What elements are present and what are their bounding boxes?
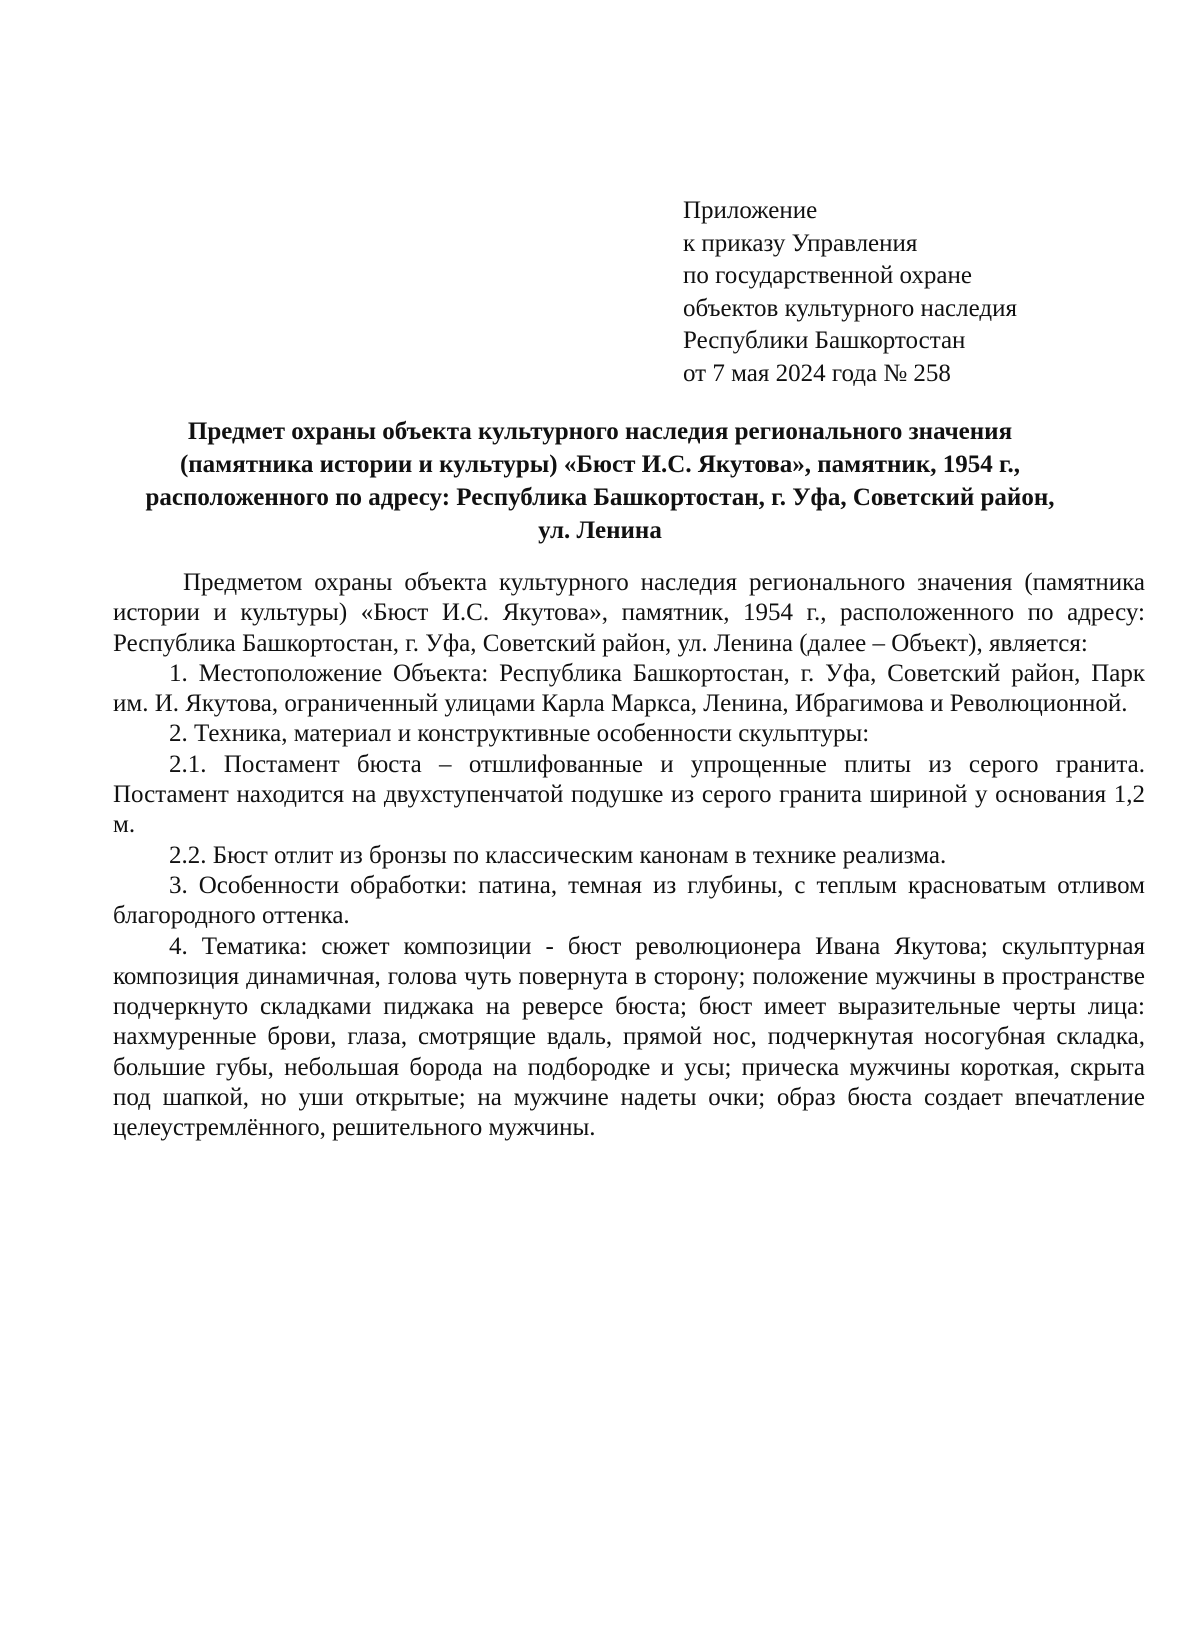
item-bust-casting: 2.2. Бюст отлит из бронзы по классическим канонам в технике реализма. <box>169 841 947 869</box>
appendix-header <box>683 195 1163 390</box>
document-title <box>100 415 1100 547</box>
appendix-line: Приложение <box>683 197 818 224</box>
appendix-line: от 7 мая 2024 года № 258 <box>683 359 951 387</box>
item-technique: 2. Техника, материал и конструктивные особенности скульптуры: <box>169 720 870 748</box>
title-line: (памятника истории и культуры) «Бюст И.С. Якутова», памятник, 1954 г., <box>179 451 1021 478</box>
item-finishing: 3. Особенности обработки: патина, темная из глубины, с теплым красноватым отливом благородного оттенка. <box>113 871 1145 930</box>
title-line: расположенного по адресу: Республика Башкортостан, г. Уфа, Советский район, <box>145 484 1055 511</box>
appendix-line: Республики Башкортостан <box>683 327 966 354</box>
item-theme: 4. Тематика: сюжет композиции - бюст революционера Ивана Якутова; скульптурная композиция динамичная, голова чуть повернута в сторону; положение мужчины в пространстве подчеркнуто складками пиджака на реверсе бюста; бюст имеет выразительные черты лица: нахмуренные брови, глаза, смотрящие вдаль, прямой нос, подчеркнутая носогубная складка, большие губы, небольшая борода на подбородке и усы; прическа мужчины короткая, скрыта под шапкой, но уши открытые; на мужчине надеты очки; образ бюста создает впечатление целеустремлённого, решительного мужчины. <box>113 932 1145 1142</box>
title-line: Предмет охраны объекта культурного наследия регионального значения <box>187 418 1013 445</box>
document-body <box>113 568 1145 1144</box>
intro-paragraph: Предметом охраны объекта культурного наследия регионального значения (памятника истории и культуры) «Бюст И.С. Якутова», памятник, 1954 г., расположенного по адресу: Республика Башкортостан, г. Уфа, Советский район, ул. Ленина (далее – Объект), является: <box>113 569 1145 657</box>
item-pedestal: 2.1. Постамент бюста – отшлифованные и упрощенные плиты из серого гранита. Постамент находится на двухступенчатой подушке из серого гранита шириной у основания 1,2 м. <box>113 750 1145 839</box>
appendix-line: к приказу Управления <box>683 229 918 257</box>
appendix-line: по государственной охране <box>683 262 973 289</box>
appendix-line: объектов культурного наследия <box>683 294 1017 322</box>
title-line: ул. Ленина <box>538 517 662 544</box>
item-location: 1. Местоположение Объекта: Республика Башкортостан, г. Уфа, Советский район, Парк им. И. Якутова, ограниченный улицами Карла Маркса, Ленина, Ибрагимова и Революционной. <box>113 659 1145 718</box>
